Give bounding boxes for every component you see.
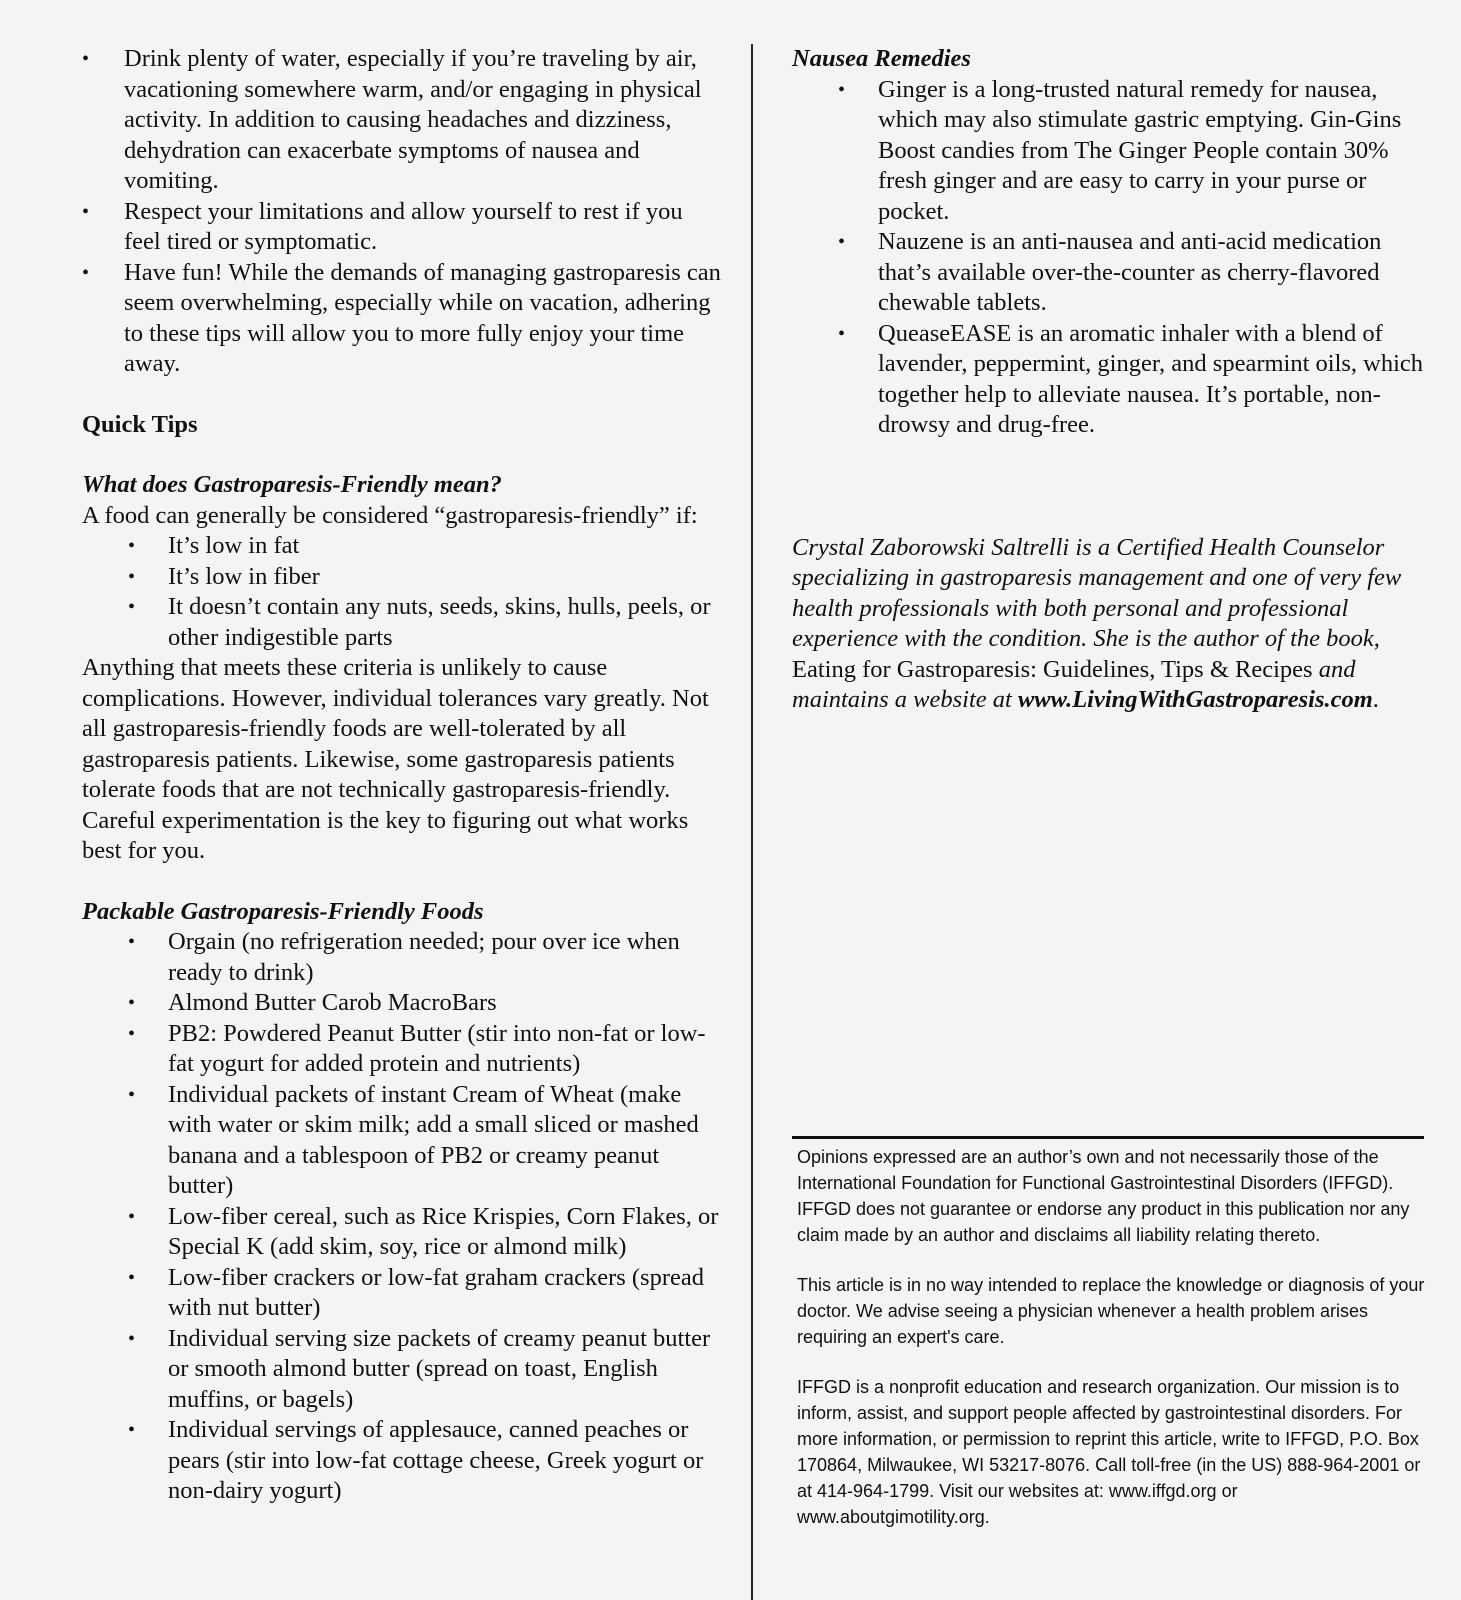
- list-item: • Orgain (no refrigeration needed; pour over ice when ready to drink): [128, 927, 722, 988]
- packable-foods-list: [128, 927, 722, 1507]
- disclaimer-paragraph: This article is in no way intended to replace the knowledge or diagnosis of your doctor. We advise seeing a physician whenever a health problem arises requiring an expert's care.: [797, 1275, 1425, 1347]
- list-item: • Almond Butter Carob MacroBars: [128, 988, 722, 1019]
- list-item: • It’s low in fat: [128, 531, 722, 562]
- list-item: • QueaseEASE is an aromatic inhaler with a blend of lavender, peppermint, ginger, and spearmint oils, which together help to alleviate nausea. It’s portable, non-drowsy and drug-free.: [838, 319, 1432, 441]
- disclaimer-paragraph: Opinions expressed are an author’s own and not necessarily those of the International Foundation for Functional Gastrointestinal Disorders (IFFGD). IFFGD does not guarantee or endorse any product in this publication nor any claim made by an author and disclaims all liability relating thereto.: [797, 1147, 1410, 1245]
- list-item: • Ginger is a long-trusted natural remedy for nausea, which may also stimulate gastric emptying. Gin-Gins Boost candies from The Ginger People contain 30% fresh ginger and are easy to carry in your purse or pocket.: [838, 75, 1432, 228]
- nausea-remedies-list: [838, 75, 1432, 441]
- author-bio-text: Crystal Zaborowski Saltrelli is a Certified Health Counselor specializing in gastroparesis management and one of very few health professionals with both personal and professional experience with the condition. She is the author of the book,: [792, 533, 1402, 652]
- nausea-remedies-heading: Nausea Remedies: [792, 45, 971, 72]
- column-divider: [751, 44, 753, 1600]
- gastroparesis-friendly-intro: A food can generally be considered “gastroparesis-friendly” if:: [82, 501, 698, 529]
- list-item: • It doesn’t contain any nuts, seeds, skins, hulls, peels, or other indigestible parts: [128, 592, 722, 653]
- author-bio-text: .: [1372, 686, 1379, 713]
- list-item: • PB2: Powdered Peanut Butter (stir into non-fat or low-fat yogurt for added protein and nutrients): [128, 1019, 722, 1080]
- quick-tips-heading: Quick Tips: [82, 410, 198, 438]
- list-item: • Low-fiber cereal, such as Rice Krispies, Corn Flakes, or Special K (add skim, soy, rice or almond milk): [128, 1202, 722, 1263]
- gastroparesis-friendly-heading: What does Gastroparesis-Friendly mean?: [82, 471, 502, 498]
- list-item: • Individual packets of instant Cream of Wheat (make with water or skim milk; add a small sliced or mashed banana and a tablespoon of PB2 or creamy peanut butter): [128, 1080, 722, 1202]
- list-item: • Individual servings of applesauce, canned peaches or pears (stir into low-fat cottage cheese, Greek yogurt or non-dairy yogurt): [128, 1415, 722, 1507]
- book-title: Eating for Gastroparesis: Guidelines, Tips & Recipes: [792, 655, 1313, 683]
- list-item: • Respect your limitations and allow yourself to rest if you feel tired or symptomatic.: [82, 197, 722, 258]
- disclaimer-paragraph: IFFGD is a nonprofit education and research organization. Our mission is to inform, assist, and support people affected by gastrointestinal disorders. For more information, or permission to reprint this article, write to IFFGD, P.O. Box 170864, Milwaukee, WI 53217-8076. Call toll-free (in the US) 888-964-2001 or at 414-964-1799. Visit our websites at: www.iffgd.org or www.aboutgimotility.org.: [797, 1377, 1421, 1527]
- disclaimer-box: [797, 1144, 1427, 1554]
- left-column: [82, 44, 722, 1507]
- list-item: • Nauzene is an anti-nausea and anti-acid medication that’s available over-the-counter as cherry-flavored chewable tablets.: [838, 227, 1432, 319]
- disclaimer-rule: [792, 1136, 1424, 1139]
- right-column: [792, 44, 1432, 716]
- list-item: • Have fun! While the demands of managing gastroparesis can seem overwhelming, especially while on vacation, adhering to these tips will allow you to more fully enjoy your time away.: [82, 258, 722, 380]
- list-item: • Individual serving size packets of creamy peanut butter or smooth almond butter (spread on toast, English muffins, or bagels): [128, 1324, 722, 1416]
- website-link[interactable]: www.LivingWithGastroparesis.com: [1017, 686, 1373, 713]
- criteria-list: [128, 531, 722, 653]
- list-item: • It’s low in fiber: [128, 562, 722, 593]
- gastroparesis-friendly-paragraph: Anything that meets these criteria is unlikely to cause complications. However, individual tolerances vary greatly. Not all gastroparesis-friendly foods are well-tolerated by all gastroparesis patients. Likewise, some gastroparesis patients tolerate foods that are not technically gastroparesis-friendly. Careful experimentation is the key to figuring out what works best for you.: [82, 654, 709, 864]
- author-bio: [792, 533, 1432, 716]
- author-bio-text: and maintains a website at: [792, 655, 1356, 713]
- intro-bullet-list: [82, 44, 722, 380]
- list-item: • Drink plenty of water, especially if you’re traveling by air, vacationing somewhere warm, and/or engaging in physical activity. In addition to causing headaches and dizziness, dehydration can exacerbate symptoms of nausea and vomiting.: [82, 44, 722, 197]
- list-item: • Low-fiber crackers or low-fat graham crackers (spread with nut butter): [128, 1263, 722, 1324]
- packable-foods-heading: Packable Gastroparesis-Friendly Foods: [82, 897, 484, 925]
